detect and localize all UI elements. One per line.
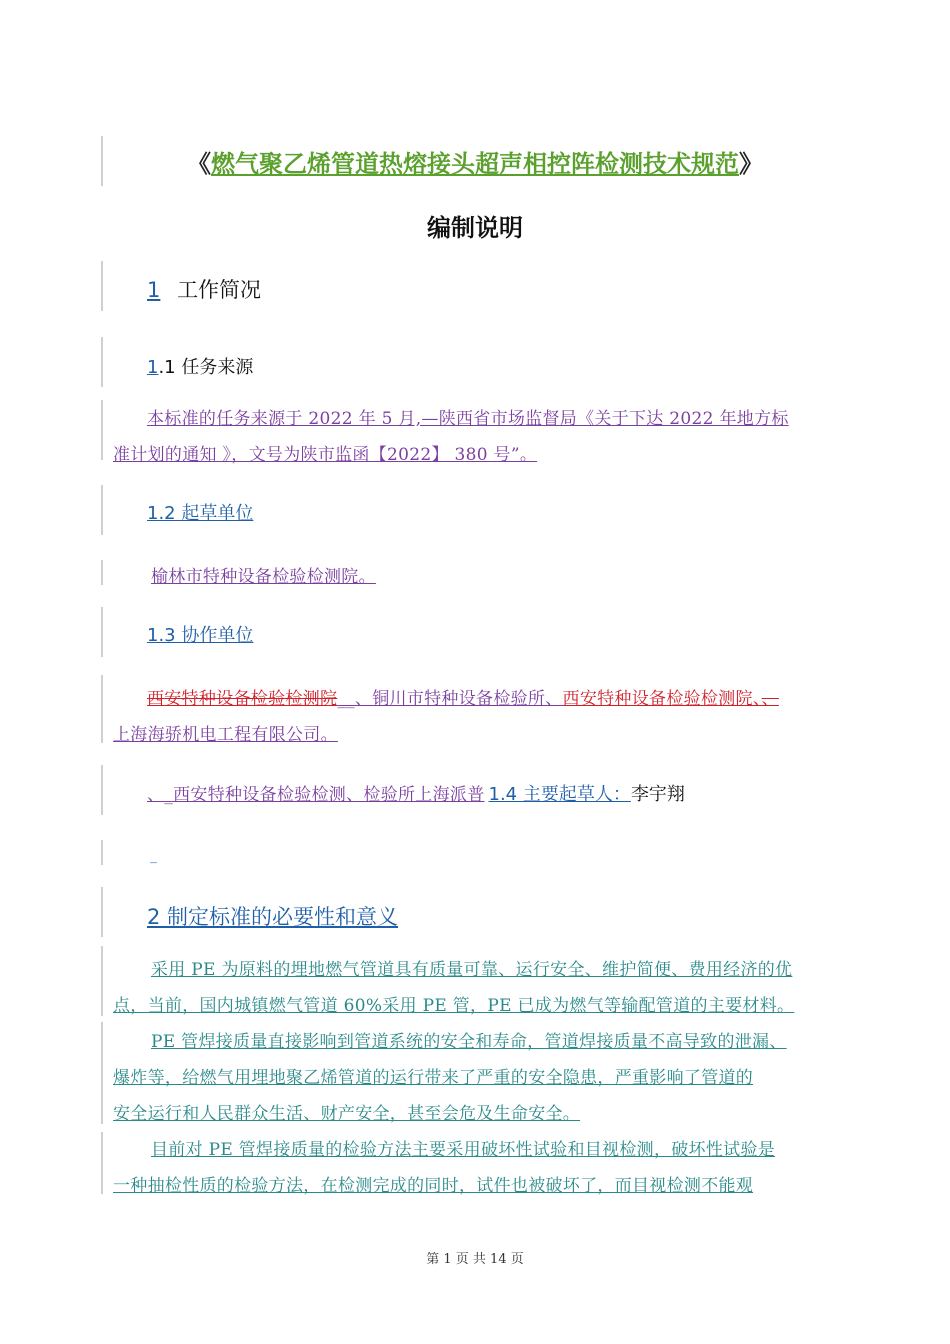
change-bar xyxy=(101,840,103,865)
heading-section-1-4: 1.4 主要起草人： xyxy=(488,784,631,805)
change-bar xyxy=(101,560,103,585)
paragraph-line: 采用 PE 为原料的埋地燃气管道具有质量可靠、运行安全、维护简便、费用经济的优 xyxy=(151,960,793,980)
title-inserted-text: 燃气聚乙烯管道热熔接头超声相控阵检测技术规范 xyxy=(211,150,739,178)
deleted-text: 、 xyxy=(761,689,779,709)
heading-number: 1 xyxy=(147,278,161,302)
document-title xyxy=(0,144,950,179)
heading-section-2: 2 制定标准的必要性和意义 xyxy=(147,905,399,929)
task-source-line-1: 本标准的任务来源于 2022 年 5 月,—陕西省市场监督局《关于下达 2022 年地方标 xyxy=(147,409,789,429)
change-bar xyxy=(101,485,103,535)
paragraph-line: 安全运行和人民群众生活、财产安全，甚至会危及生命安全。 xyxy=(113,1104,581,1124)
heading-section-1-2: 1.2 起草单位 xyxy=(147,503,254,524)
change-bar xyxy=(101,675,103,743)
paragraph-line: 目前对 PE 管焊接质量的检验方法主要采用破坏性试验和目视检测，破坏性试验是 xyxy=(151,1140,776,1160)
drafter-name: 李宇翔 xyxy=(630,784,685,805)
main-drafter-line xyxy=(147,780,685,806)
inserted-text: 、铜川市特种设备检验所、 xyxy=(354,689,563,709)
paragraph-line: 一种抽检性质的检验方法，在检测完成的同时，试件也被破坏了，而目视检测不能观 xyxy=(113,1176,754,1196)
heading-section-1 xyxy=(147,274,261,304)
cooperating-units-line-2: 上海海骄机电工程有限公司。 xyxy=(113,725,338,745)
change-bar xyxy=(101,400,103,460)
heading-number: 1 xyxy=(147,357,159,378)
drafting-unit-text: 榆林市特种设备检验检测院。 xyxy=(151,567,376,587)
change-bar xyxy=(101,261,103,311)
paragraph-line: 点，当前，国内城镇燃气管道 60%采用 PE 管，PE 已成为燃气等输配管道的主要材料。 xyxy=(113,996,795,1016)
change-bar xyxy=(101,765,103,815)
change-bar xyxy=(101,1022,103,1124)
document-subtitle: 编制说明 xyxy=(427,214,523,242)
heading-section-1-1 xyxy=(147,353,253,379)
inserted-text-red: 西安特种设备检验检测院、 xyxy=(562,689,762,709)
task-source-line-2: 准计划的通知 》，文号为陕市监函【2022】 380 号”。 xyxy=(113,445,538,465)
change-bar xyxy=(101,607,103,657)
heading-label: .1 任务来源 xyxy=(158,357,254,378)
change-bar xyxy=(101,337,103,387)
title-open-bracket: 《 xyxy=(187,150,211,178)
cooperating-units-line-1 xyxy=(147,684,779,709)
deleted-text: 西安特种设备检验检测院 xyxy=(147,689,338,709)
change-bar xyxy=(101,1132,103,1194)
empty-inserted-mark: _ xyxy=(150,848,157,864)
page-number-footer: 第 1 页 共 14 页 xyxy=(426,1252,524,1267)
inserted-gap: __ xyxy=(337,689,355,709)
paragraph-line: PE 管焊接质量直接影响到管道系统的安全和寿命，管道焊接质量不高导致的泄漏、 xyxy=(151,1032,787,1052)
heading-section-1-3: 1.3 协作单位 xyxy=(147,625,254,646)
paragraph-line: 爆炸等，给燃气用埋地聚乙烯管道的运行带来了严重的安全隐患，严重影响了管道的 xyxy=(113,1068,754,1088)
inserted-text: 、_西安特种设备检验检测、检验所上海派普 xyxy=(147,785,485,805)
change-bar xyxy=(101,887,103,937)
change-bar xyxy=(101,946,103,1016)
heading-label: 工作简况 xyxy=(177,278,262,302)
title-close-bracket: 》 xyxy=(739,150,763,178)
